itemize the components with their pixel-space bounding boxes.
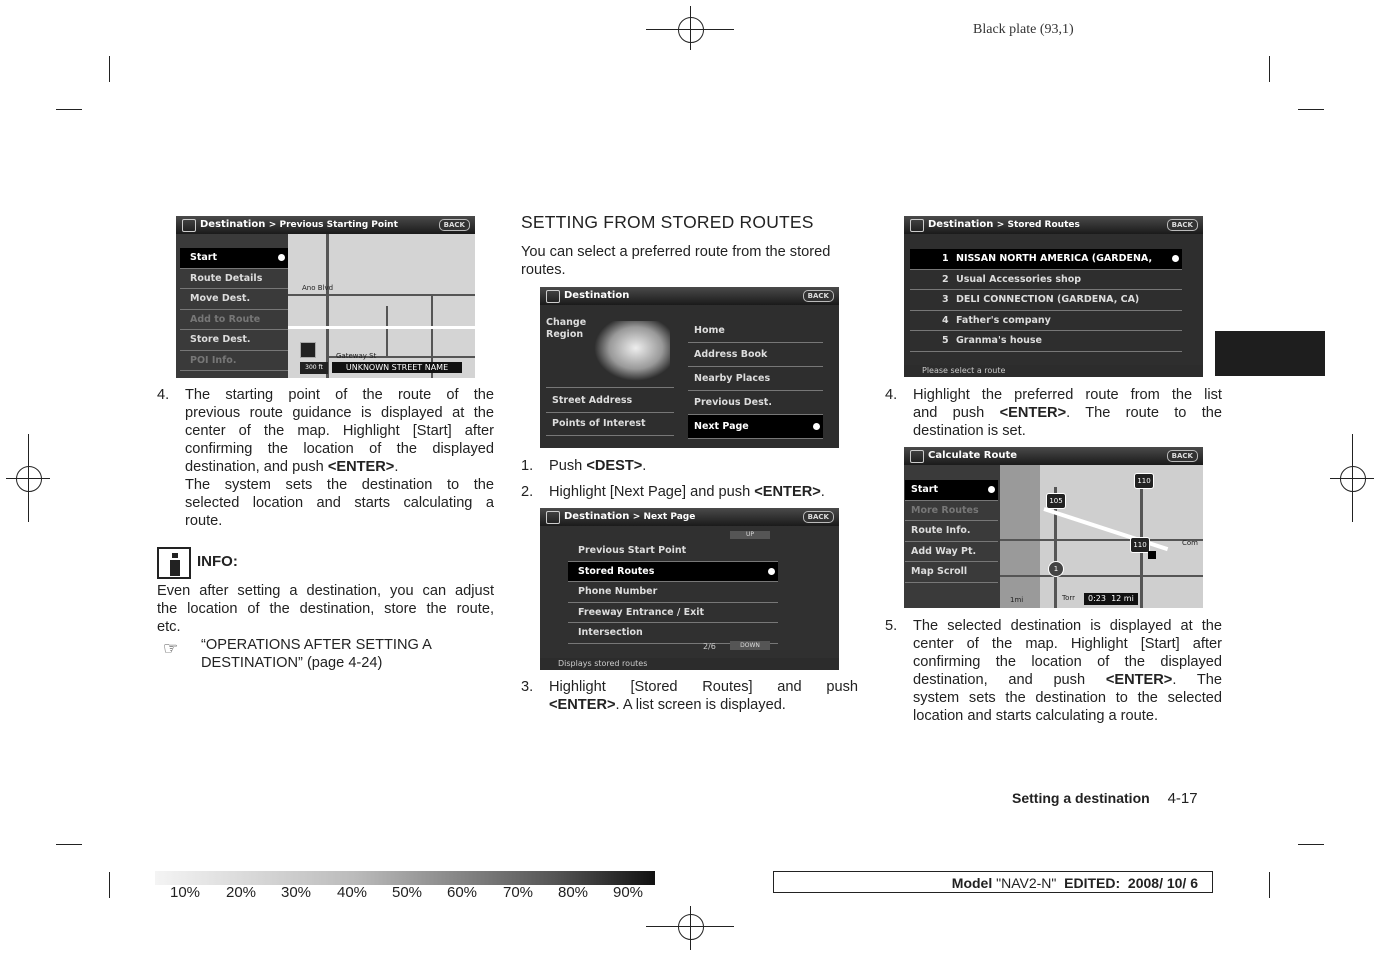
section-tab (1215, 331, 1325, 376)
next-page-menu (568, 541, 778, 644)
route-icon (910, 450, 924, 463)
menu-item-street-address[interactable]: Street Address (546, 390, 674, 413)
reference-link[interactable]: “OPERATIONS AFTER SETTING A DESTINATION” (page 4-24) (201, 637, 432, 671)
screenshot-stored-routes (904, 216, 1203, 377)
menu-item-start[interactable]: Start (905, 480, 998, 501)
screen-title-bar: Destination > Stored Routes BACK (904, 216, 1203, 234)
north-arrow-icon (300, 342, 316, 358)
step-4-right: 4. Highlight the preferred route from the list and push <ENTER>. The route to the destination is set. (885, 387, 1222, 439)
scale-indicator: 300 ft (300, 362, 328, 374)
reference-hand-icon: ☞ (163, 639, 179, 658)
highway-shield-icon: 105 (1046, 493, 1066, 509)
model-edited-box: Model "NAV2-N" EDITED: 2008/ 10/ 6 (773, 871, 1213, 893)
north-america-map-icon (594, 321, 670, 381)
route-list-item[interactable]: 1 NISSAN NORTH AMERICA (GARDENA, (910, 249, 1182, 270)
tone-percent: 10% (170, 884, 201, 901)
selection-dot-icon (768, 568, 775, 575)
back-button[interactable]: BACK (439, 219, 470, 231)
scroll-down-button[interactable]: DOWN (730, 641, 770, 650)
destination-flag-icon (546, 290, 560, 303)
menu-item-start[interactable]: Start (180, 248, 288, 269)
tone-percent: 90% (613, 884, 644, 901)
menu-item-next-page[interactable]: Next Page (688, 415, 823, 439)
selection-dot-icon (813, 423, 820, 430)
destination-flag-icon (910, 219, 924, 232)
map-scale: 1mi (1010, 596, 1024, 604)
step-number: 4. (157, 387, 170, 403)
route-list-item[interactable]: 2 Usual Accessories shop (910, 270, 1182, 291)
info-text: Even after setting a destination, you can adjust the location of the destination, store the route, etc. (157, 583, 494, 635)
route-list-item[interactable]: 5 Granma's house (910, 331, 1182, 352)
screenshot-previous-starting-point (176, 216, 475, 378)
info-icon (157, 547, 191, 579)
menu-item-more-routes[interactable]: More Routes (905, 501, 998, 522)
menu-item-phone-number[interactable]: Phone Number (568, 582, 778, 603)
screenshot-next-page (540, 508, 839, 670)
menu-item-home[interactable]: Home (688, 319, 823, 343)
menu-item-poi-info[interactable]: POI Info. (180, 351, 288, 372)
selection-dot-icon (988, 486, 995, 493)
tone-percent: 80% (558, 884, 589, 901)
screen-title-bar: Calculate Route BACK (904, 447, 1203, 465)
map-town-label: Torr (1062, 594, 1076, 602)
plate-label: Black plate (93,1) (973, 22, 1074, 37)
intro-text: You can select a preferred route from the stored routes. (521, 244, 831, 278)
menu-item-stored-routes[interactable]: Stored Routes (568, 562, 778, 583)
map-street-label: Ano Blvd (302, 284, 334, 292)
menu-item-store-dest[interactable]: Store Dest. (180, 330, 288, 351)
highway-shield-icon: 1 (1048, 561, 1064, 577)
info-heading: INFO: (197, 553, 238, 570)
route-menu (180, 248, 288, 371)
right-menu (688, 319, 823, 439)
destination-flag-icon (1148, 551, 1156, 559)
back-button[interactable]: BACK (1167, 219, 1198, 231)
selection-dot-icon (1172, 255, 1179, 262)
menu-item-freeway-entrance-exit[interactable]: Freeway Entrance / Exit (568, 603, 778, 624)
step-4-left: 4. The starting point of the route of the previous route guidance is displayed at the center of the map. Highlight [Start] after confirming the location of the displayed destination, and push <ENTER>. The system sets the destination to the selected location and starts calculating a route. (157, 387, 494, 529)
tone-percent: 20% (226, 884, 257, 901)
change-region-button[interactable]: Change Region (546, 317, 674, 388)
map-place-label: Com (1182, 539, 1198, 547)
menu-item-address-book[interactable]: Address Book (688, 343, 823, 367)
route-distance: 12 mi (1111, 594, 1134, 603)
back-button[interactable]: BACK (803, 290, 834, 302)
selection-dot-icon (278, 254, 285, 261)
screen-title-bar: Destination BACK (540, 287, 839, 305)
tone-percent: 30% (281, 884, 312, 901)
page-number: 4-17 (1167, 790, 1198, 807)
screenshot-calculate-route (904, 447, 1203, 608)
menu-item-add-to-route[interactable]: Add to Route (180, 310, 288, 331)
tone-percent: 50% (392, 884, 423, 901)
menu-item-route-details[interactable]: Route Details (180, 269, 288, 290)
screenshot-destination-menu (540, 287, 839, 448)
tone-percent: 70% (503, 884, 534, 901)
status-bar: Please select a route (904, 365, 1203, 377)
step-3: 3. Highlight [Stored Routes] and push <ENTER>. A list screen is displayed. (521, 679, 858, 713)
menu-item-map-scroll[interactable]: Map Scroll (905, 562, 998, 583)
destination-flag-icon (546, 511, 560, 524)
route-list-item[interactable]: 4 Father's company (910, 311, 1182, 332)
tone-scale-bar (155, 871, 655, 885)
left-menu (546, 390, 674, 436)
step-2: 2. Highlight [Next Page] and push <ENTER>. (521, 484, 825, 500)
status-bar: Displays stored routes (540, 658, 839, 670)
highway-shield-icon: 110 (1134, 473, 1154, 489)
route-time: 0:23 (1088, 594, 1106, 603)
menu-item-move-dest[interactable]: Move Dest. (180, 289, 288, 310)
screen-title-bar: Destination > Previous Starting Point BACK (176, 216, 475, 234)
menu-item-route-info[interactable]: Route Info. (905, 521, 998, 542)
route-list-item[interactable]: 3 DELI CONNECTION (GARDENA, CA) (910, 290, 1182, 311)
destination-flag-icon (182, 219, 196, 232)
back-button[interactable]: BACK (1167, 450, 1198, 462)
menu-item-points-of-interest[interactable]: Points of Interest (546, 413, 674, 436)
menu-item-nearby-places[interactable]: Nearby Places (688, 367, 823, 391)
tone-percent: 60% (447, 884, 478, 901)
current-street-name: UNKNOWN STREET NAME (332, 362, 462, 373)
highway-shield-icon: 110 (1130, 537, 1150, 553)
map-street-label: Gateway St (336, 352, 377, 360)
step-1: 1. Push <DEST>. (521, 458, 647, 474)
stored-routes-list (910, 249, 1182, 352)
menu-item-previous-dest[interactable]: Previous Dest. (688, 391, 823, 415)
menu-item-add-way-pt[interactable]: Add Way Pt. (905, 542, 998, 563)
menu-item-previous-start-point[interactable]: Previous Start Point (568, 541, 778, 562)
page-indicator: 2/6 (703, 642, 716, 651)
step-5-right: 5. The selected destination is displayed at the center of the map. Highlight [Start] after confirming the location of the displayed destination, and push <ENTER>. The system sets the destination to the selected location and starts calculating a route. (885, 618, 1222, 724)
scroll-up-button[interactable]: UP (730, 531, 770, 539)
tone-percent: 40% (337, 884, 368, 901)
screen-title-bar: Destination > Next Page BACK (540, 508, 839, 526)
back-button[interactable]: BACK (803, 511, 834, 523)
section-name: Setting a destination (1012, 790, 1150, 806)
calculate-route-menu (905, 480, 998, 583)
menu-item-intersection[interactable]: Intersection (568, 623, 778, 644)
page-footer (1012, 790, 1198, 807)
section-heading: SETTING FROM STORED ROUTES (521, 212, 814, 232)
route-summary (1084, 593, 1138, 605)
